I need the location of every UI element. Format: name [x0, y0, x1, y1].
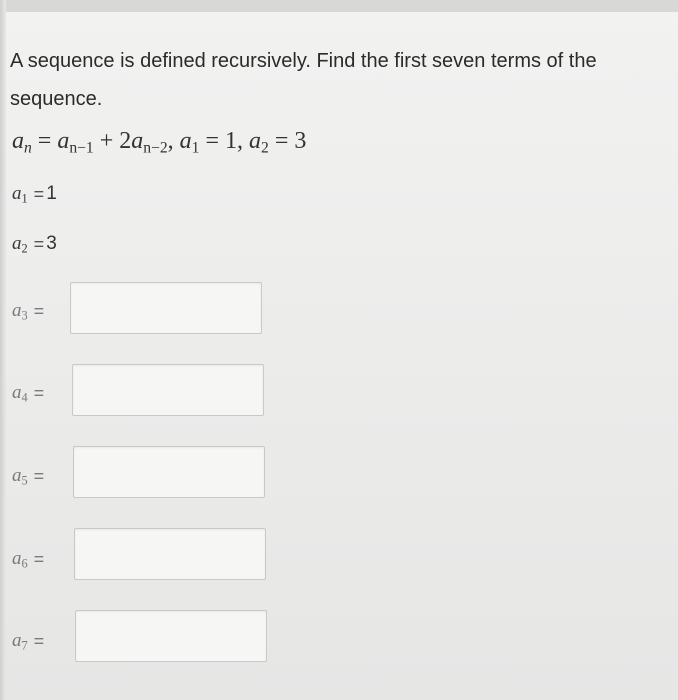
term-value-a1: 1 — [46, 183, 57, 204]
term-row-a5 — [12, 465, 44, 487]
question-text: A sequence is defined recursively. Find the first seven terms of the sequence. — [10, 50, 597, 110]
term-equals: = — [33, 630, 45, 651]
answer-input-a6[interactable] — [74, 528, 266, 580]
answer-input-a3[interactable] — [70, 282, 262, 334]
left-frame-edge — [0, 0, 6, 700]
term-equals: = — [33, 382, 45, 403]
term-equals: = — [33, 233, 45, 254]
term-label-a4: $a_4$ — [12, 382, 28, 405]
term-row-a1 — [12, 183, 57, 205]
answer-input-a4[interactable] — [72, 364, 264, 416]
term-value-a2: 3 — [46, 233, 57, 254]
term-equals: = — [33, 300, 45, 321]
term-label-a2: $a_2$ — [12, 233, 28, 256]
term-row-a4 — [12, 382, 44, 404]
answer-input-a7[interactable] — [75, 610, 267, 662]
answer-input-a5[interactable] — [73, 446, 265, 498]
top-frame-edge — [0, 0, 678, 12]
term-equals: = — [33, 183, 45, 204]
term-equals: = — [33, 548, 45, 569]
term-label-a6: $a_6$ — [12, 548, 28, 571]
recurrence-formula: $a_n = a_{n-1} + 2a_{n-2}$, $a_1 = 1$, $a_2 = 3$ — [12, 128, 307, 157]
term-row-a6 — [12, 548, 44, 570]
term-label-a7: $a_7$ — [12, 630, 28, 653]
term-row-a2 — [12, 233, 57, 255]
term-row-a3 — [12, 300, 44, 322]
term-label-a1: $a_1$ — [12, 183, 28, 206]
term-row-a7 — [12, 630, 44, 652]
term-equals: = — [33, 465, 45, 486]
term-label-a5: $a_5$ — [12, 465, 28, 488]
term-label-a3: $a_3$ — [12, 300, 28, 323]
